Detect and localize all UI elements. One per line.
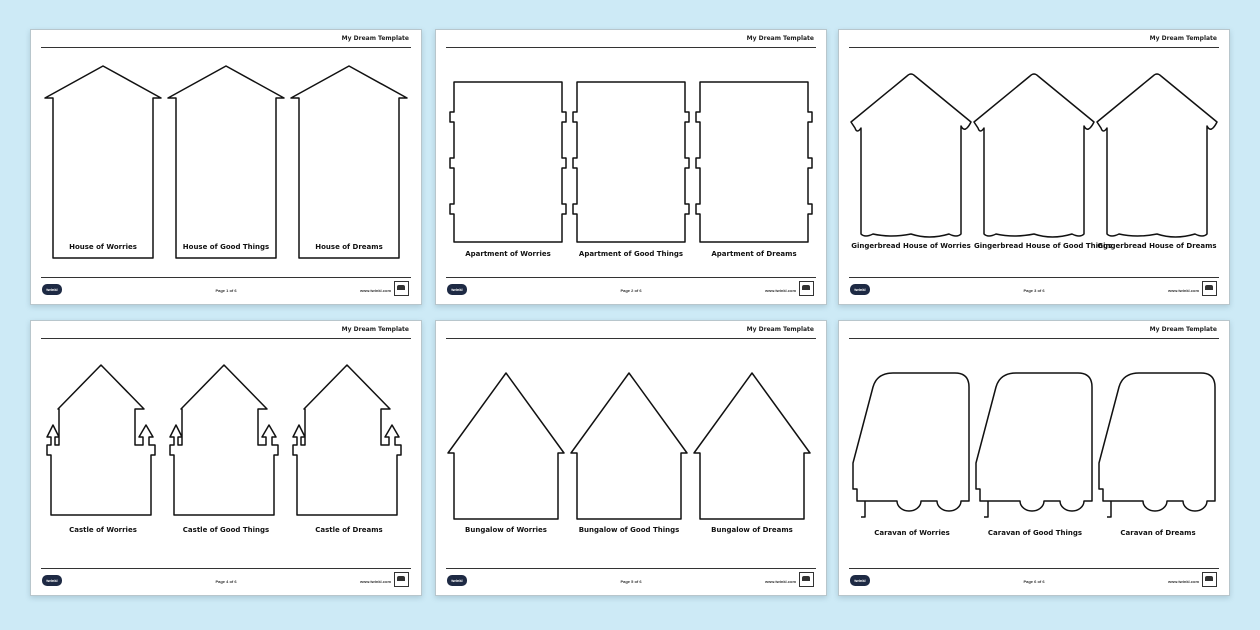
brand-logo: twinkl: [42, 575, 62, 586]
footer-rule: [41, 277, 411, 278]
shape-label: House of Dreams: [315, 243, 383, 251]
page-number: Page 5 of 6: [620, 579, 642, 584]
page-number: Page 6 of 6: [1023, 579, 1045, 584]
shape-label: Castle of Worries: [69, 526, 137, 534]
brand-logo: twinkl: [850, 575, 870, 586]
badge-icon: [1202, 281, 1217, 296]
shape-label: Apartment of Dreams: [711, 250, 797, 258]
website-url: www.twinkl.com: [360, 288, 391, 293]
brand-logo: twinkl: [42, 284, 62, 295]
gingerbread-outlines: [839, 30, 1229, 304]
castle-outline: [47, 365, 155, 515]
bungalow-outline: [694, 373, 810, 519]
template-title: My Dream Template: [341, 35, 409, 42]
shape-label: Caravan of Worries: [874, 529, 950, 537]
brand-logo: twinkl: [447, 575, 467, 586]
apartment-outline: [573, 82, 689, 242]
footer-rule: [446, 277, 816, 278]
bungalow-outline: [448, 373, 564, 519]
house-outline: [45, 66, 161, 258]
footer-rule: [446, 568, 816, 569]
footer-rule: [41, 568, 411, 569]
page-number: Page 3 of 6: [1023, 288, 1045, 293]
castle-outlines: [31, 321, 421, 595]
caravan-outline: [853, 373, 969, 517]
castle-outline: [293, 365, 401, 515]
shape-label: Castle of Dreams: [315, 526, 383, 534]
bungalow-outlines: [436, 321, 826, 595]
website-url: www.twinkl.com: [1168, 579, 1199, 584]
website-url: www.twinkl.com: [765, 288, 796, 293]
page-number: Page 4 of 6: [215, 579, 237, 584]
badge-icon: [799, 572, 814, 587]
template-title: My Dream Template: [746, 35, 814, 42]
worksheet-page-bungalows[interactable]: [435, 320, 827, 596]
page-number: Page 2 of 6: [620, 288, 642, 293]
worksheet-page-castles[interactable]: [30, 320, 422, 596]
shape-label: Gingerbread House of Dreams: [1097, 242, 1217, 250]
caravan-outlines: [839, 321, 1229, 595]
worksheet-page-gingerbread[interactable]: [838, 29, 1230, 305]
shape-label: Gingerbread House of Worries: [851, 242, 971, 250]
shape-label: Bungalow of Worries: [465, 526, 547, 534]
template-title: My Dream Template: [1149, 35, 1217, 42]
worksheet-page-houses[interactable]: [30, 29, 422, 305]
brand-logo: twinkl: [447, 284, 467, 295]
caravan-outline: [976, 373, 1092, 517]
badge-icon: [799, 281, 814, 296]
badge-icon: [1202, 572, 1217, 587]
shape-label: Caravan of Dreams: [1120, 529, 1196, 537]
shape-label: Apartment of Worries: [465, 250, 551, 258]
website-url: www.twinkl.com: [765, 579, 796, 584]
shape-label: House of Good Things: [182, 243, 270, 251]
shape-label: Gingerbread House of Good Things: [974, 242, 1113, 250]
castle-outline: [170, 365, 278, 515]
footer-rule: [849, 277, 1219, 278]
badge-icon: [394, 572, 409, 587]
page-number: Page 1 of 6: [215, 288, 237, 293]
apartment-outline: [450, 82, 566, 242]
shape-label: Bungalow of Dreams: [711, 526, 793, 534]
bungalow-outline: [571, 373, 687, 519]
apartment-outline: [696, 82, 812, 242]
house-outlines: [31, 30, 421, 304]
shape-label: Apartment of Good Things: [578, 250, 684, 258]
badge-icon: [394, 281, 409, 296]
shape-label: Caravan of Good Things: [987, 529, 1083, 537]
template-title: My Dream Template: [1149, 326, 1217, 333]
house-outline: [168, 66, 284, 258]
footer-rule: [849, 568, 1219, 569]
apartment-outlines: [436, 30, 826, 304]
website-url: www.twinkl.com: [360, 579, 391, 584]
worksheet-page-apartments[interactable]: [435, 29, 827, 305]
gingerbread-outline: [974, 74, 1094, 237]
shape-label: Bungalow of Good Things: [578, 526, 680, 534]
caravan-outline: [1099, 373, 1215, 517]
house-outline: [291, 66, 407, 258]
gingerbread-outline: [1097, 74, 1217, 237]
shape-label: Castle of Good Things: [182, 526, 270, 534]
gingerbread-outline: [851, 74, 971, 237]
brand-logo: twinkl: [850, 284, 870, 295]
template-title: My Dream Template: [341, 326, 409, 333]
worksheet-page-caravans[interactable]: [838, 320, 1230, 596]
shape-label: House of Worries: [69, 243, 137, 251]
website-url: www.twinkl.com: [1168, 288, 1199, 293]
template-title: My Dream Template: [746, 326, 814, 333]
